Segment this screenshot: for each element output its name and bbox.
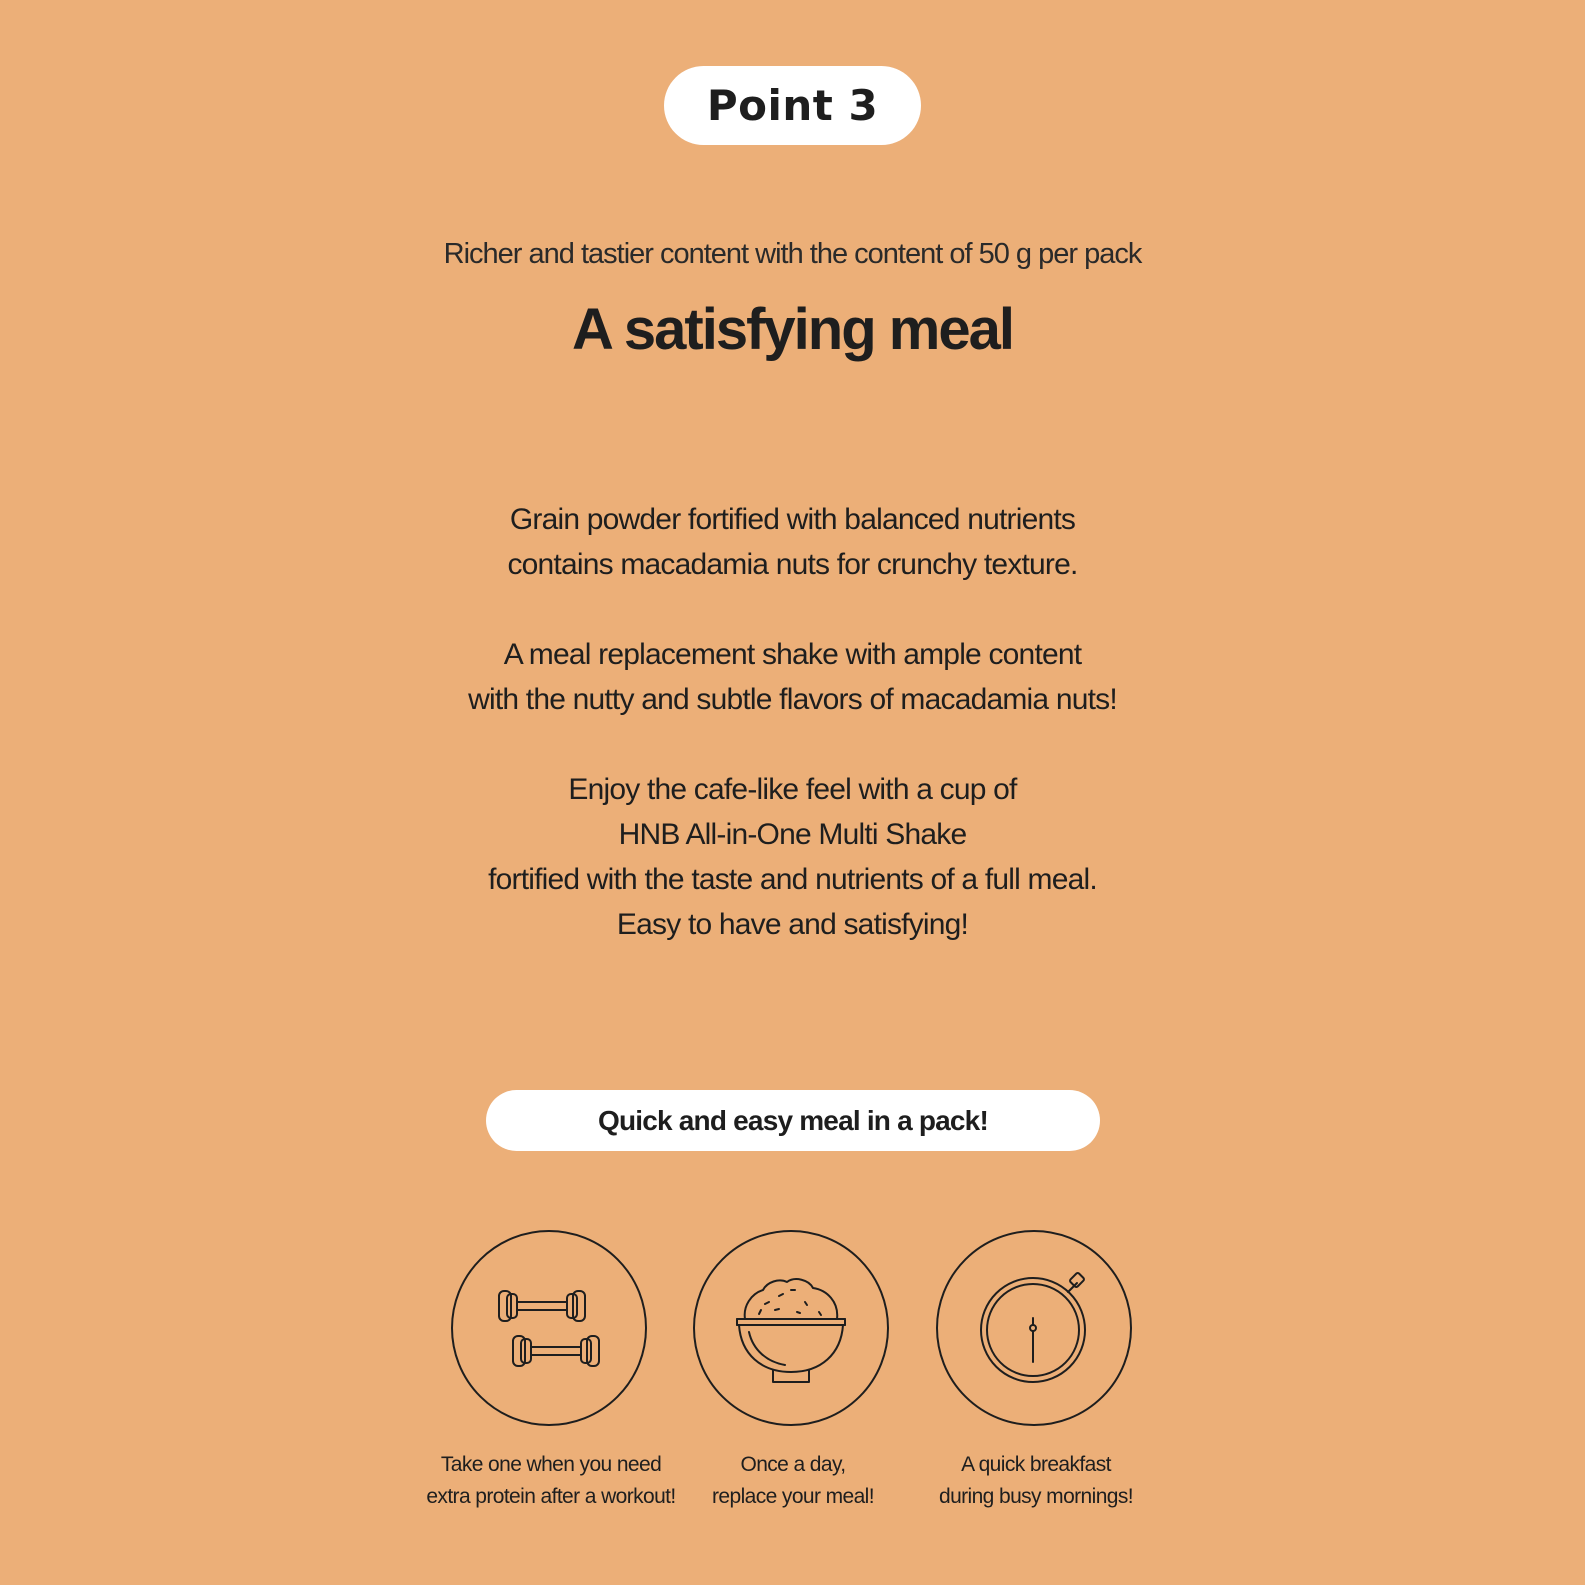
point-badge (664, 66, 921, 145)
paragraph-meal-replacement (0, 632, 1585, 722)
paragraph-line: fortified with the taste and nutrients of a full meal. (488, 863, 1097, 896)
point-badge-label: Point 3 (706, 81, 879, 130)
paragraph-line: HNB All-in-One Multi Shake (618, 818, 967, 851)
cta-pill (486, 1090, 1100, 1151)
paragraph-line: A meal replacement shake with ample content (503, 638, 1082, 671)
dumbbell-icon (453, 1232, 645, 1424)
caption-line: A quick breakfast (961, 1453, 1111, 1476)
paragraph-line: Enjoy the cafe-like feel with a cup of (568, 773, 1017, 806)
feature-circle-meal (693, 1230, 889, 1426)
feature-circle-breakfast (936, 1230, 1132, 1426)
caption-line: replace your meal! (712, 1485, 874, 1508)
paragraph-line: contains macadamia nuts for crunchy texture. (507, 548, 1078, 581)
caption-line: Once a day, (740, 1453, 846, 1476)
caption-line: during busy mornings! (938, 1485, 1133, 1508)
paragraph-nutrients (0, 497, 1585, 587)
subtitle: Richer and tastier content with the content of 50 g per pack (443, 238, 1142, 270)
caption-line: Take one when you need (440, 1453, 662, 1476)
rice-bowl-icon (695, 1232, 887, 1424)
feature-circle-workout (451, 1230, 647, 1426)
paragraph-line: Grain powder fortified with balanced nutrients (509, 503, 1076, 536)
headline: A satisfying meal (572, 297, 1013, 362)
feature-caption-breakfast (886, 1449, 1186, 1513)
caption-line: extra protein after a workout! (426, 1485, 676, 1508)
cta-label: Quick and easy meal in a pack! (598, 1104, 988, 1136)
paragraph-cafe-feel (0, 767, 1585, 947)
paragraph-line: with the nutty and subtle flavors of macadamia nuts! (468, 683, 1117, 716)
stopwatch-icon (938, 1232, 1130, 1424)
paragraph-line: Easy to have and satisfying! (616, 908, 969, 941)
